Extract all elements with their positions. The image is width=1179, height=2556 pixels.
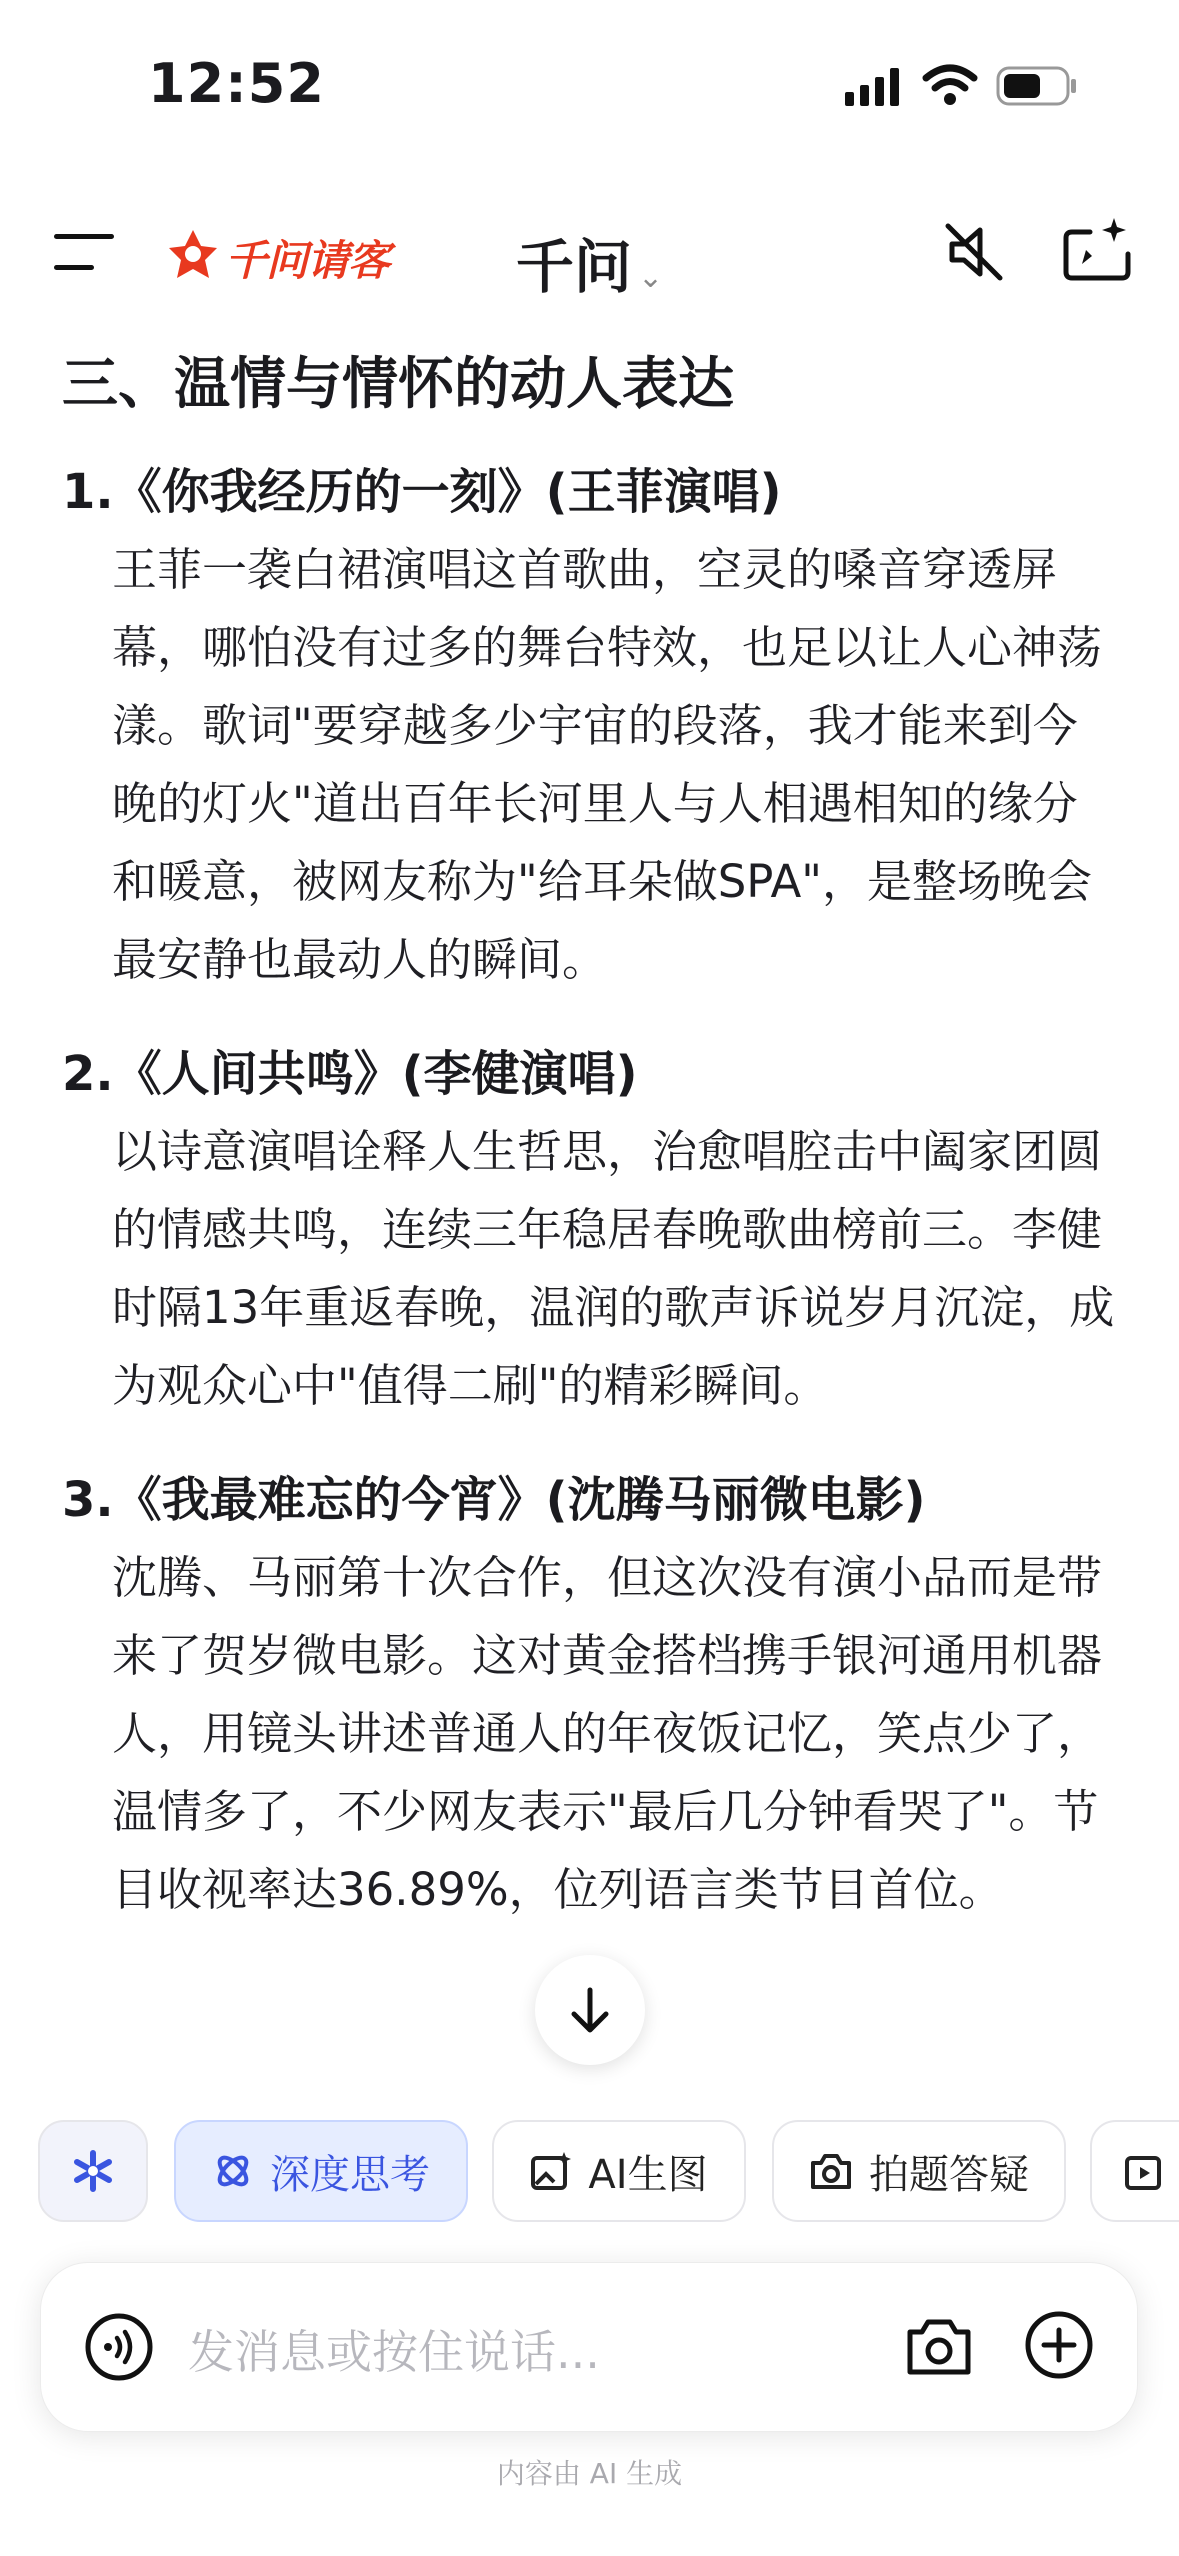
deep-think-icon [212,2150,254,2192]
camera-icon[interactable] [904,2314,974,2382]
brand-logo-text: 千问请客 [225,236,390,285]
list-item [62,1035,1122,1425]
scroll-to-bottom-button[interactable] [535,1955,645,2065]
deep-think-label: 深度思考 [270,2151,430,2198]
message-input-placeholder[interactable]: 发消息或按住说话... [188,2325,600,2379]
video-icon [1124,2150,1166,2192]
item-body: 以诗意演唱诠释人生哲思，治愈唱腔击中阖家团圆的情感共鸣，连续三年稳居春晚歌曲榜前三。李健时隔13年重返春晚，温润的歌声诉说岁月沉淀，成为观众心中"值得二刷"的精彩瞬间。 [112,1125,1115,1412]
battery-icon [996,66,1078,110]
chat-answer [62,345,1122,1965]
item-title: 1.《你我经历的一刻》(王菲演唱) [62,464,782,520]
item-body: 沈腾、马丽第十次合作，但这次没有演小品而是带来了贺岁微电影。这对黄金搭档携手银河通用机器人，用镜头讲述普通人的年夜饭记忆，笑点少了，温情多了，不少网友表示"最后几分钟看哭了"。节目收视率达36.89%，位列语言类节目首位。 [112,1551,1103,1916]
arrow-down-icon [568,1986,612,2034]
wifi-icon [922,64,978,110]
status-time: 12:52 [148,52,325,115]
photo-question-label: 拍题答疑 [869,2151,1029,2198]
section-title: 三、温情与情怀的动人表达 [62,352,734,417]
photo-question-chip[interactable] [772,2120,1066,2222]
signal-icon [845,68,903,110]
image-generate-icon [530,2150,572,2192]
assistant-chip[interactable] [38,2120,148,2222]
ai-disclaimer: 内容由 AI 生成 [496,2457,683,2490]
chevron-down-icon: ⌄ [637,260,664,295]
item-body: 王菲一袭白裙演唱这首歌曲，空灵的嗓音穿透屏幕，哪怕没有过多的舞台特效，也足以让人心神荡漾。歌词"要穿越多少宇宙的段落，我才能来到今晚的灯火"道出百年长河里人与人相遇相知的缘分和暖意，被网友称为"给耳朵做SPA"，是整场晚会最安静也最动人的瞬间。 [112,543,1103,986]
deep-think-chip[interactable] [174,2120,468,2222]
more-chip[interactable] [1090,2120,1179,2222]
list-item [62,1461,1122,1929]
ai-image-chip[interactable] [492,2120,746,2222]
mute-speaker-icon[interactable] [942,220,1006,288]
camera-icon [809,2151,853,2191]
ai-image-label: AI生图 [588,2151,708,2198]
item-title: 3.《我最难忘的今宵》(沈腾马丽微电影) [62,1472,926,1528]
app-title: 千问 [515,233,632,301]
voice-mode-icon[interactable] [84,2312,154,2386]
item-title: 2.《人间共鸣》(李健演唱) [62,1046,638,1102]
new-chat-icon[interactable] [1060,214,1134,290]
list-item [62,453,1122,999]
add-attachment-icon[interactable] [1024,2310,1094,2384]
spark-icon [71,2149,115,2193]
